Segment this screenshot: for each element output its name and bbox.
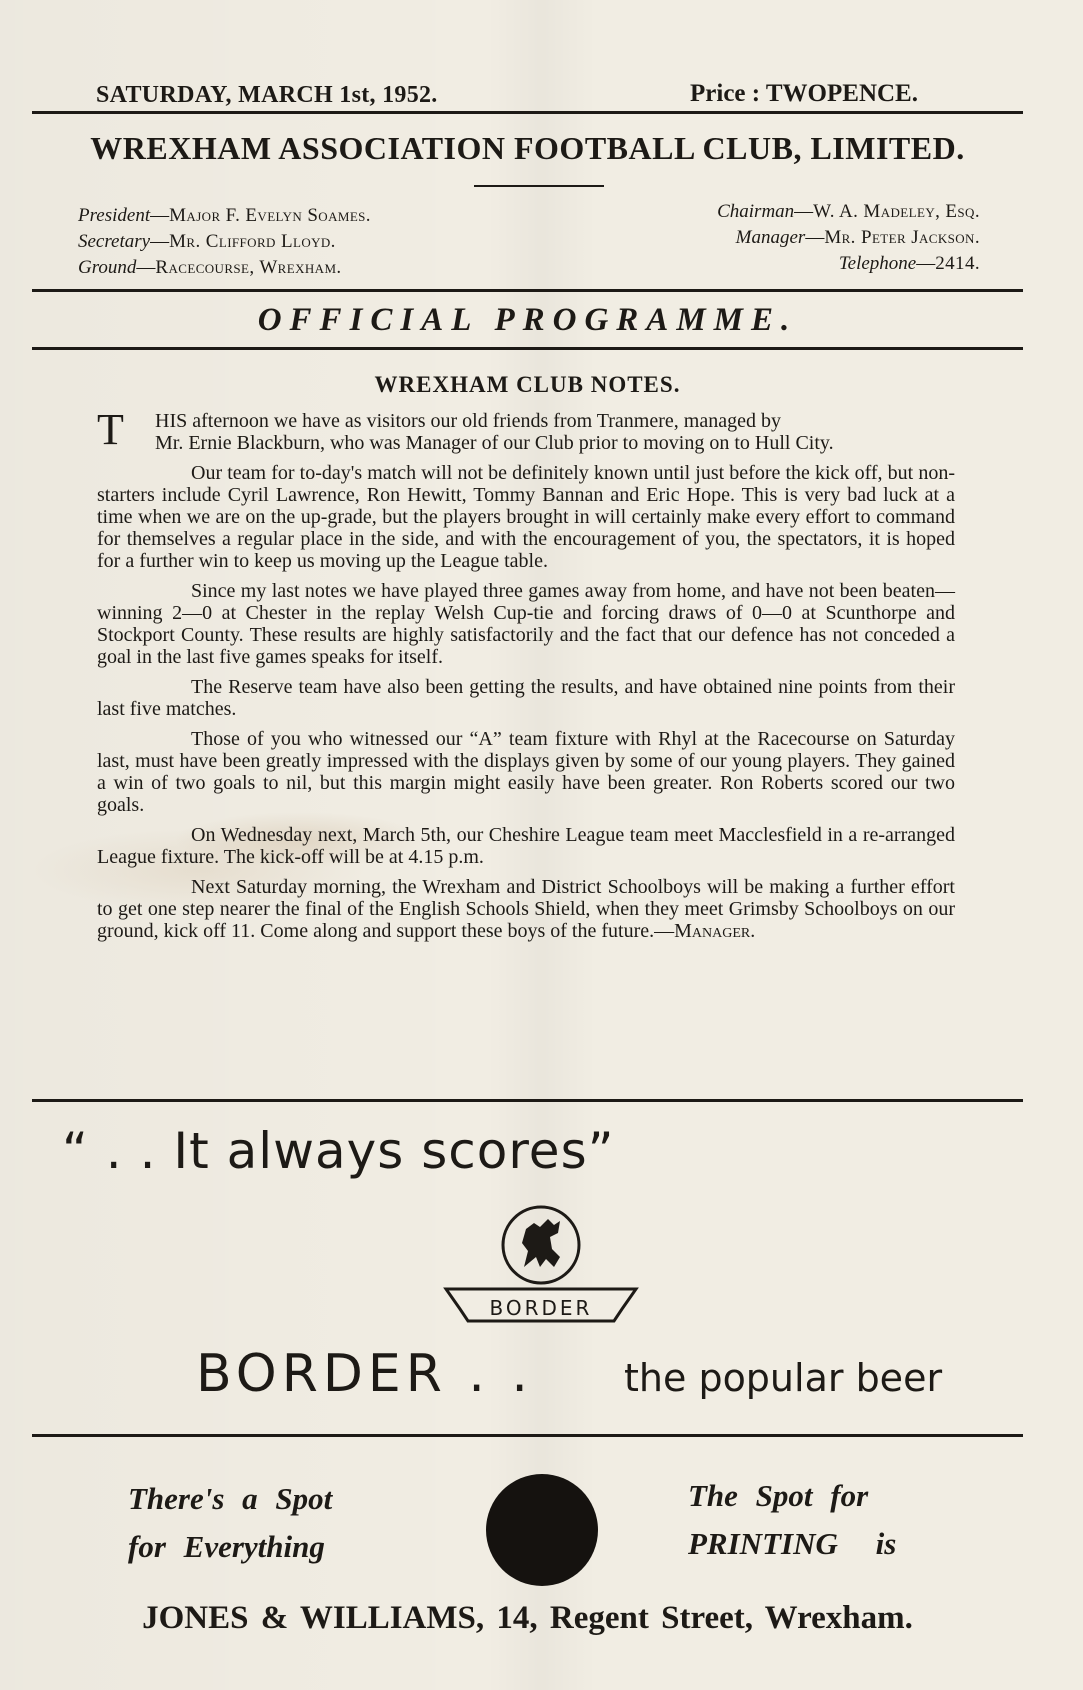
official-ground: Ground—Racecourse, Wrexham. [78, 257, 342, 278]
official-telephone: Telephone—2414. [838, 253, 980, 274]
official-secretary: Secretary—Mr. Clifford Lloyd. [78, 231, 336, 252]
spot-circle-icon [486, 1474, 598, 1586]
rampant-dragon-icon [436, 1205, 646, 1327]
notes-paragraph: Those of you who witnessed our “A” team fixture with Rhyl at the Racecourse on Saturday last, must have been greatly impressed with the displays given by some of our young players. They gained a win of two goals to nil, but this margin might easily have been greater. Ron Roberts scored our two goals. [97, 728, 955, 816]
notes-paragraph: Since my last notes we have played three games away from home, and have not been beaten—winning 2—0 at Chester in the replay Welsh Cup-tie and forcing draws of 0—0 at Scunthorpe and Stockport County. These results are highly satisfactorily and the fact that our defence has not conceded a goal in the last five games speaks for itself. [97, 580, 955, 668]
official-chairman: Chairman—W. A. Madeley, Esq. [717, 201, 980, 222]
official-president: President—Major F. Evelyn Soames. [78, 205, 371, 226]
manager-signature: Manager. [674, 920, 756, 942]
official-manager: Manager—Mr. Peter Jackson. [735, 227, 980, 248]
printer-slogan-left: There's a Spot for Everything [128, 1481, 333, 1564]
club-name: WREXHAM ASSOCIATION FOOTBALL CLUB, LIMITED. [90, 130, 965, 166]
drop-cap: T [97, 405, 124, 454]
officials-right [560, 199, 980, 277]
printer-slogan-right: The Spot for PRINTING is [688, 1478, 897, 1561]
header-rule [32, 111, 1023, 114]
officials-rule [32, 289, 1023, 292]
logo-text: BORDER [489, 1296, 593, 1320]
programme-rule [32, 347, 1023, 350]
programme-title: OFFICIAL PROGRAMME. [257, 302, 798, 338]
notes-paragraph: Our team for to-day's match will not be definitely known until just before the kick off, but non-starters include Cyril Lawrence, Ron Hewitt, Tommy Bannan and Eric Hope. This is very bad luck at a time when we are on the up-grade, but the players brought in will certainly make every effort to command for themselves a regular place in the side, and with the encouragement of you, the spectators, it is hoped for a further win to keep us moving up the League table. [97, 462, 955, 572]
notes-rule [32, 1099, 1023, 1102]
notes-paragraph: The Reserve team have also been getting the results, and have obtained nine points from their last five matches. [97, 676, 955, 720]
advert-tagline: the popular beer [624, 1356, 943, 1400]
printer-address: JONES & WILLIAMS, 14, Regent Street, Wrexham. [142, 1600, 913, 1636]
club-notes-title: WREXHAM CLUB NOTES. [374, 372, 681, 397]
border-brewery-logo [436, 1205, 646, 1327]
issue-date: SATURDAY, MARCH 1st, 1952. [96, 82, 438, 108]
advert-brand: BORDER . . [196, 1344, 533, 1404]
short-divider [474, 185, 604, 187]
advert-slogan: “ . . It always scores” [62, 1122, 615, 1180]
notes-paragraph: Next Saturday morning, the Wrexham and District Schoolboys will be making a further effort to get one step nearer the final of the English Schools Shield, when they meet Grimsby Schoolboys on our ground, kick off 11. Come along and support these boys of the future.—Manager. [97, 876, 955, 942]
notes-paragraph: T HIS afternoon we have as visitors our old friends from Tranmere, managed by Mr. Ernie Blackburn, who was Manager of our Club prior to moving on to Hull City. [97, 405, 834, 454]
officials-left [78, 203, 371, 281]
notes-paragraph: On Wednesday next, March 5th, our Cheshire League team meet Macclesfield in a re-arranged League fixture. The kick-off will be at 4.15 p.m. [97, 824, 955, 868]
price: Price : TWOPENCE. [690, 80, 918, 107]
advert-rule [32, 1434, 1023, 1437]
club-notes-body [97, 405, 955, 950]
